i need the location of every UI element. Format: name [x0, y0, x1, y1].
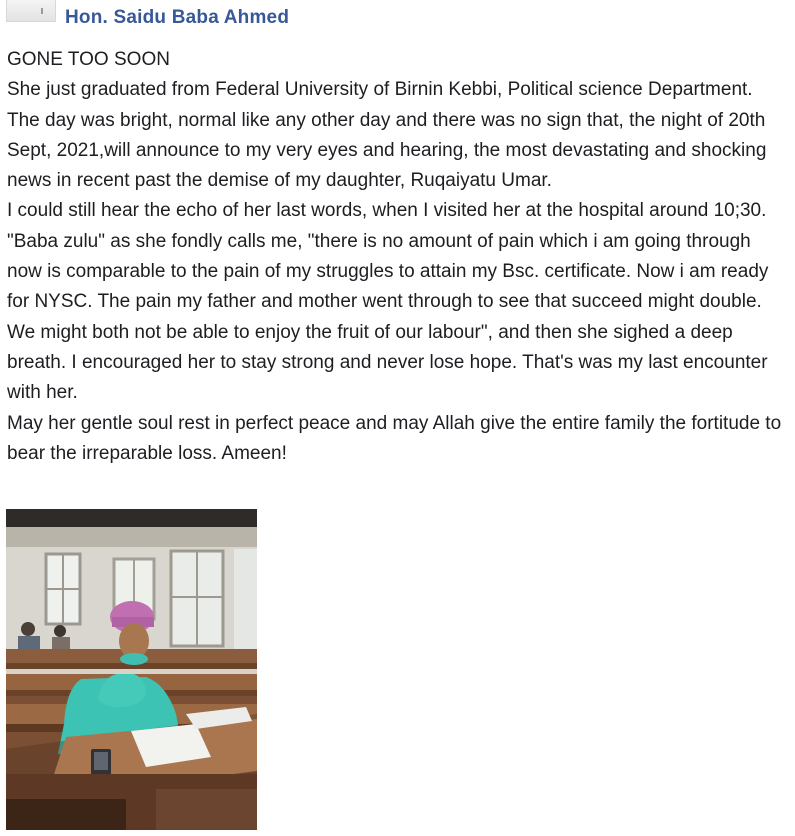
- post-body: [7, 45, 787, 469]
- post-paragraph: I could still hear the echo of her last words, when I visited her at the hospital around 10;30. "Baba zulu" as she fondly calls me, "there is no amount of pain which i am going through now is comparable to the pain of my struggles to attain my Bsc. certificate. Now i am ready for NYSC. The pain my father and mother went through to see that succeed might double. We might both not be able to enjoy the fruit of our labour", and then she sighed a deep breath. I encouraged her to stay strong and never lose hope. That's was my last encounter with her.: [7, 200, 769, 404]
- post-paragraph: She just graduated from Federal University of Birnin Kebbi, Political science Department.: [7, 79, 753, 101]
- post-title: GONE TOO SOON: [7, 49, 170, 70]
- post-photo[interactable]: [6, 509, 257, 830]
- post-header: [0, 0, 795, 36]
- classroom-photo-illustration: [6, 509, 257, 830]
- post-paragraph: The day was bright, normal like any other day and there was no sign that, the night of 20th Sept, 2021,will announce to my very eyes and hearing, the most devastating and shocking news in recent past the demise of my daughter, Ruqaiyatu Umar.: [7, 109, 767, 192]
- author-name-link[interactable]: Hon. Saidu Baba Ahmed: [65, 7, 290, 28]
- author-avatar[interactable]: [6, 0, 56, 22]
- post-paragraph: May her gentle soul rest in perfect peace and may Allah give the entire family the fortitude to bear the irreparable loss. Ameen!: [7, 412, 782, 464]
